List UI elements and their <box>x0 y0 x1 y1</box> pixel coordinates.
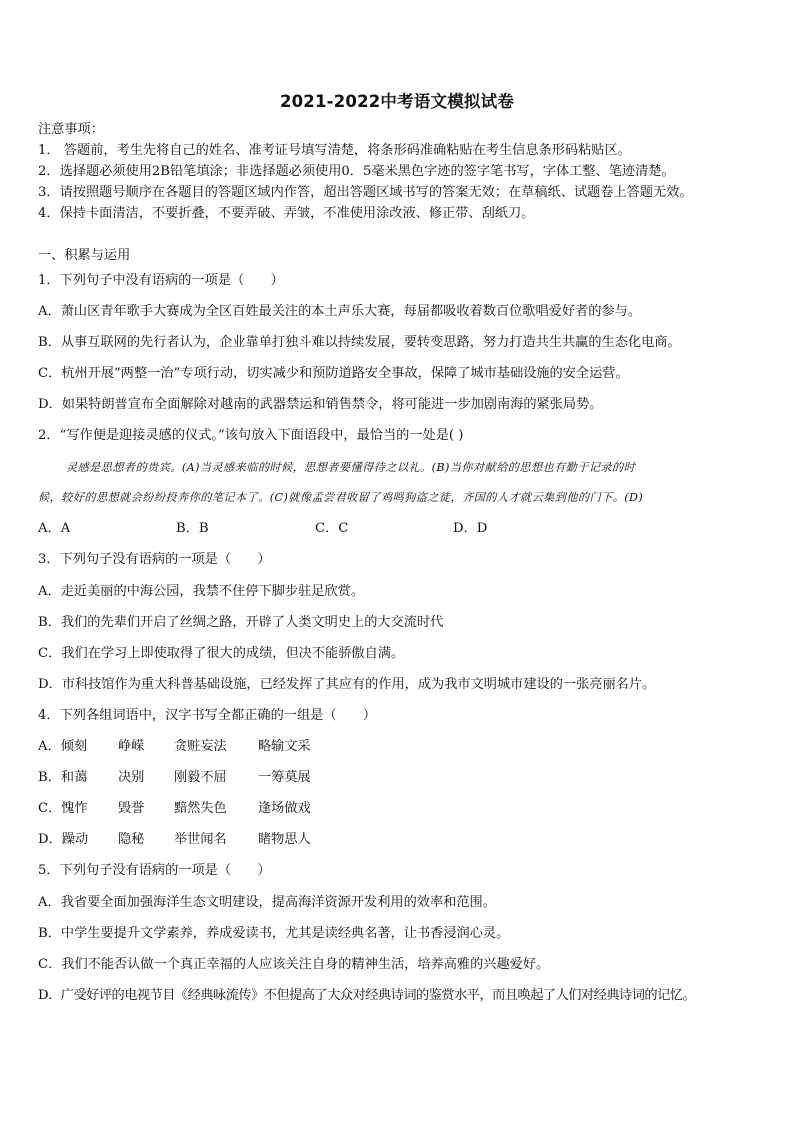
answer-option: D．D <box>453 521 488 536</box>
answer-option: C．我们在学习上即使取得了很大的成绩，但决不能骄傲自满。 <box>38 646 405 661</box>
page-title: 2021-2022中考语文模拟试卷 <box>279 92 515 111</box>
answer-option: B．我们的先辈们开启了丝绸之路，开辟了人类文明史上的大交流时代 <box>38 615 444 630</box>
answer-option: A．我省要全面加强海洋生态文明建设，提高海洋资源开发利用的效率和范围。 <box>38 895 496 910</box>
question-stem: 1．下列句子中没有语病的一项是（ ） <box>38 273 284 288</box>
answer-option: C．我们不能否认做一个真正幸福的人应该关注自身的精神生活，培养高雅的兴趣爱好。 <box>38 957 550 972</box>
word-option: C．愧怍 <box>38 801 88 816</box>
word-option: D．躁动 <box>38 832 89 847</box>
word-option: 逢场做戏 <box>258 801 311 816</box>
word-option: A．倾刻 <box>38 739 88 754</box>
answer-option: B．B <box>176 521 209 536</box>
word-option: 一筹莫展 <box>258 770 311 785</box>
answer-option: D．广受好评的电视节目《经典咏流传》不但提高了大众对经典诗词的鉴赏水平，而且唤起了人们对经典诗词的记忆。 <box>38 988 696 1003</box>
answer-option: C．C <box>315 521 349 536</box>
question-stem: 3．下列句子没有语病的一项是（ ） <box>38 552 271 567</box>
notice-item: 2．选择题必须使用2B铅笔填涂；非选择题必须使用0．5毫米黑色字迹的签字笔书写，字体工整、笔迹清楚。 <box>38 164 675 179</box>
word-option: 贪赃妄法 <box>174 739 227 754</box>
word-option: 隐秘 <box>118 832 145 847</box>
passage-line: 候，较好的思想就会纷纷投奔你的笔记本了。(C)就像孟尝君收留了鸡鸣狗盗之徒，齐国的人才就云集到他的门下。(D) <box>38 491 644 504</box>
notice-heading: 注意事项： <box>38 122 104 137</box>
word-option: 睹物思人 <box>258 832 311 847</box>
answer-option: B．中学生要提升文学素养，养成爱读书，尤其是读经典名著，让书香浸润心灵。 <box>38 926 510 941</box>
word-option: 略输文采 <box>258 739 311 754</box>
answer-option: D．市科技馆作为重大科普基础设施，已经发挥了其应有的作用，成为我市文明城市建设的一张亮丽名片。 <box>38 677 656 692</box>
word-option: B．和蔼 <box>38 770 88 785</box>
answer-option: D．如果特朗普宣布全面解除对越南的武器禁运和销售禁令，将可能进一步加剧南海的紧张局势。 <box>38 397 603 412</box>
notice-item: 1． 答题前，考生先将自己的姓名、准考证号填写清楚，将条形码准确粘贴在考生信息条形码粘贴区。 <box>38 143 631 158</box>
answer-option: A．走近美丽的中海公园，我禁不住停下脚步驻足欣赏。 <box>38 584 365 599</box>
word-option: 决别 <box>118 770 145 785</box>
passage-line: 灵感是思想者的贵宾。(A)当灵感来临的时候，思想者要懂得待之以礼。(B)当你对献给的思想也有勤于记录的时 <box>66 461 636 474</box>
word-option: 毁誉 <box>118 801 145 816</box>
section-heading: 一、积累与运用 <box>38 248 131 263</box>
word-option: 举世闻名 <box>174 832 227 847</box>
answer-option: C．杭州开展“两整一治”专项行动，切实减少和预防道路安全事故，保障了城市基础设施的安全运营。 <box>38 366 629 381</box>
word-option: 刚毅不屈 <box>174 770 227 785</box>
word-option: 黯然失色 <box>174 801 227 816</box>
notice-item: 4．保持卡面清洁，不要折叠，不要弄破、弄皱，不准使用涂改液、修正带、刮纸刀。 <box>38 206 535 221</box>
answer-option: B．从事互联网的先行者认为，企业靠单打独斗难以持续发展，要转变思路，努力打造共生共赢的生态化电商。 <box>38 335 681 350</box>
answer-option: A．萧山区青年歌手大赛成为全区百姓最关注的本土声乐大赛，每届都吸收着数百位歌唱爱好者的参与。 <box>38 304 641 319</box>
question-stem: 5．下列句子没有语病的一项是（ ） <box>38 863 271 878</box>
answer-option: A．A <box>38 521 71 536</box>
question-stem: 4．下列各组词语中，汉字书写全都正确的一组是（ ） <box>38 708 377 723</box>
notice-item: 3．请按照题号顺序在各题目的答题区域内作答，超出答题区域书写的答案无效；在草稿纸、试题卷上答题无效。 <box>38 185 693 200</box>
question-stem: 2．“写作便是迎接灵感的仪式。”该句放入下面语段中，最恰当的一处是( ) <box>38 428 464 443</box>
word-option: 峥嵘 <box>118 739 145 754</box>
